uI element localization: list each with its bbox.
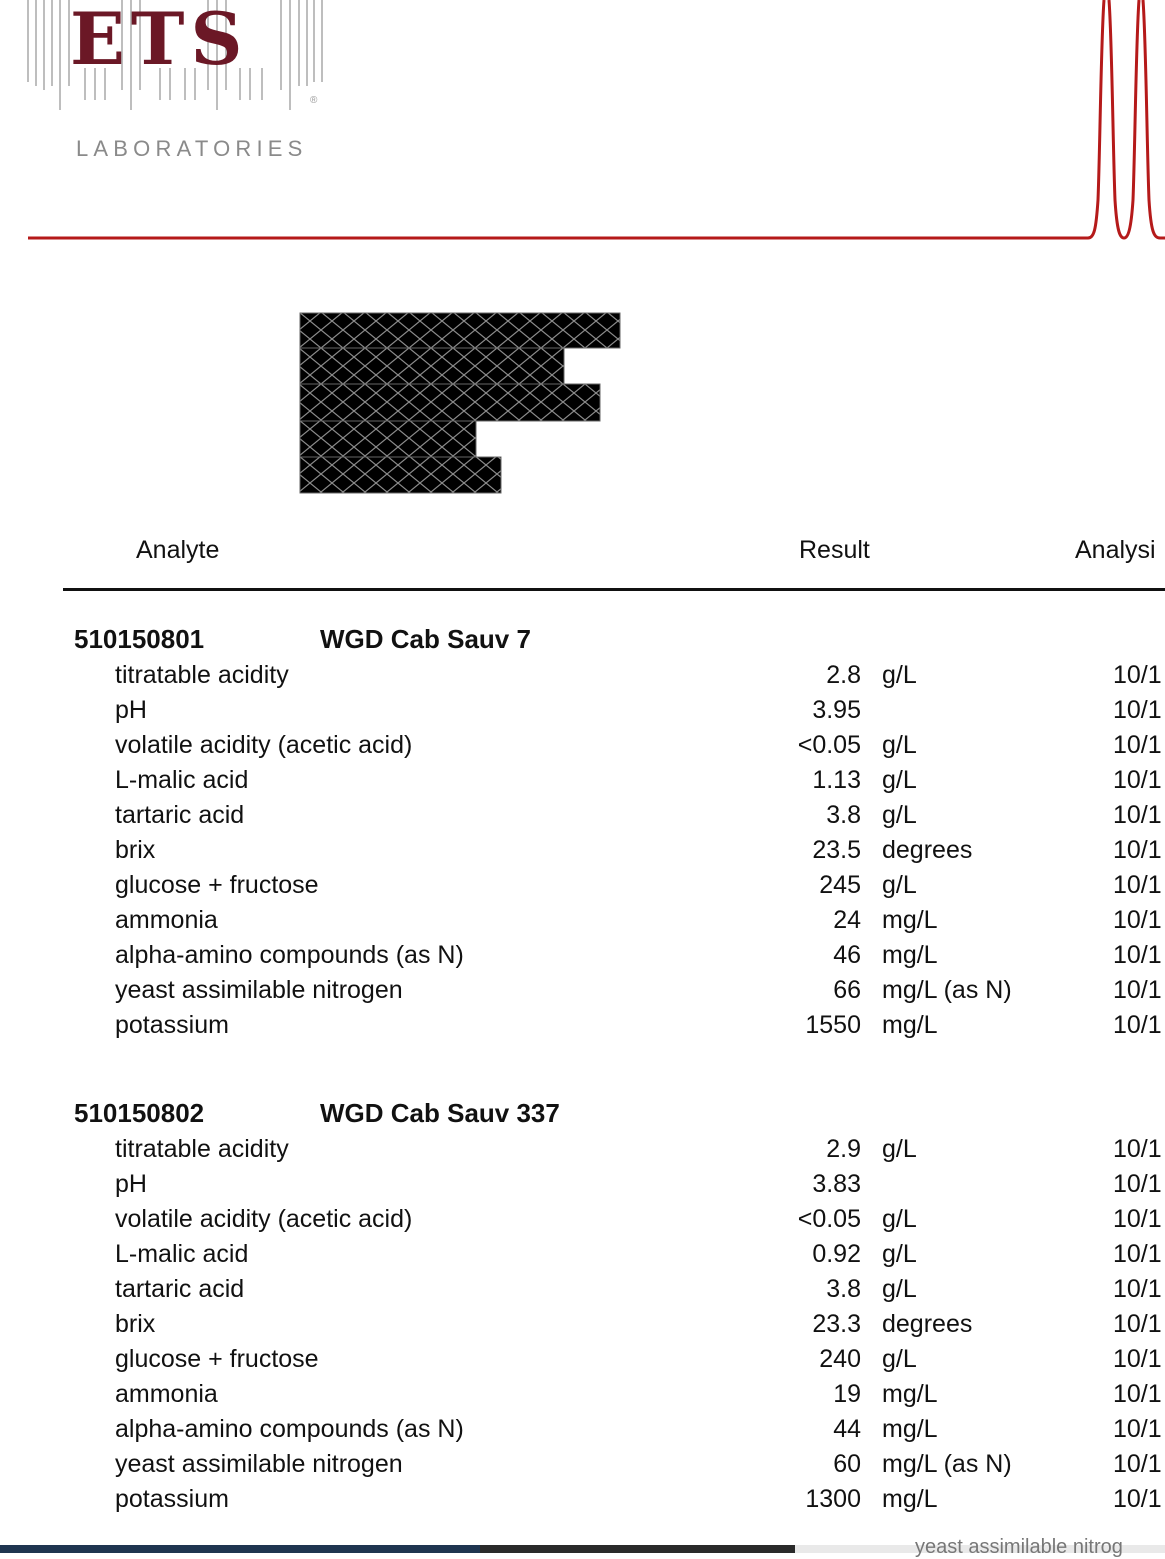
analyte-name: pH xyxy=(115,1170,147,1198)
analyte-name: yeast assimilable nitrogen xyxy=(115,976,403,1004)
analysis-date: 10/1 xyxy=(1113,731,1162,759)
table-row xyxy=(0,975,1165,1010)
result-unit: g/L xyxy=(882,661,917,689)
analyte-name: brix xyxy=(115,836,156,864)
result-unit: mg/L xyxy=(882,941,938,969)
analyte-name: alpha-amino compounds (as N) xyxy=(115,941,464,969)
analysis-date: 10/1 xyxy=(1113,1310,1162,1338)
analyte-name: volatile acidity (acetic acid) xyxy=(115,731,413,759)
result-value: 3.83 xyxy=(812,1170,861,1198)
result-unit: g/L xyxy=(882,731,917,759)
result-unit: g/L xyxy=(882,766,917,794)
table-row xyxy=(0,1204,1165,1239)
table-row xyxy=(0,1344,1165,1379)
result-rows xyxy=(0,660,1165,1045)
result-rows xyxy=(0,1134,1165,1519)
table-row xyxy=(0,835,1165,870)
result-value: 1.13 xyxy=(812,766,861,794)
result-value: 46 xyxy=(833,941,861,969)
analysis-date: 10/1 xyxy=(1113,1011,1162,1039)
header-divider xyxy=(63,588,1165,591)
logo-subtitle: LABORATORIES xyxy=(76,136,308,161)
result-unit: mg/L xyxy=(882,1485,938,1513)
analysis-date: 10/1 xyxy=(1113,766,1162,794)
column-header-analysis: Analysi xyxy=(1075,536,1156,564)
sample-name: WGD Cab Sauv 337 xyxy=(320,1098,560,1128)
result-unit: mg/L xyxy=(882,1380,938,1408)
result-unit: mg/L xyxy=(882,1011,938,1039)
table-row xyxy=(0,1309,1165,1344)
result-unit: g/L xyxy=(882,801,917,829)
ets-logo xyxy=(0,0,340,170)
result-unit: mg/L xyxy=(882,906,938,934)
analyte-name: ammonia xyxy=(115,906,218,934)
column-header-result: Result xyxy=(799,536,870,564)
table-row xyxy=(0,1379,1165,1414)
redacted-address-block xyxy=(299,312,624,497)
analysis-date: 10/1 xyxy=(1113,1170,1162,1198)
result-value: 3.8 xyxy=(826,1275,861,1303)
analysis-date: 10/1 xyxy=(1113,1275,1162,1303)
result-unit: g/L xyxy=(882,871,917,899)
strip-partial-text: yeast assimilable nitrog xyxy=(915,1536,1123,1558)
result-value: 60 xyxy=(833,1450,861,1478)
result-value: 19 xyxy=(833,1380,861,1408)
analysis-date: 10/1 xyxy=(1113,836,1162,864)
analysis-date: 10/1 xyxy=(1113,1345,1162,1373)
analyte-name: ammonia xyxy=(115,1380,218,1408)
table-row xyxy=(0,765,1165,800)
result-value: 240 xyxy=(819,1345,861,1373)
table-row xyxy=(0,730,1165,765)
result-unit: g/L xyxy=(882,1275,917,1303)
analysis-date: 10/1 xyxy=(1113,871,1162,899)
analyte-name: tartaric acid xyxy=(115,801,245,829)
table-row xyxy=(0,1239,1165,1274)
result-value: 1300 xyxy=(805,1485,861,1513)
result-unit: degrees xyxy=(882,836,973,864)
result-unit: mg/L (as N) xyxy=(882,1450,1012,1478)
analyte-name: glucose + fructose xyxy=(115,1345,319,1373)
registered-mark: ® xyxy=(310,95,318,106)
analysis-date: 10/1 xyxy=(1113,661,1162,689)
analysis-date: 10/1 xyxy=(1113,906,1162,934)
analysis-date: 10/1 xyxy=(1113,1205,1162,1233)
result-unit: mg/L xyxy=(882,1415,938,1443)
result-unit: g/L xyxy=(882,1135,917,1163)
table-row xyxy=(0,940,1165,975)
analysis-date: 10/1 xyxy=(1113,941,1162,969)
analysis-date: 10/1 xyxy=(1113,1135,1162,1163)
analyte-name: alpha-amino compounds (as N) xyxy=(115,1415,464,1443)
result-value: 1550 xyxy=(805,1011,861,1039)
analyte-name: volatile acidity (acetic acid) xyxy=(115,1205,413,1233)
table-row xyxy=(0,1134,1165,1169)
logo-letters: ETS xyxy=(70,0,249,81)
analyte-name: L-malic acid xyxy=(115,1240,249,1268)
analysis-date: 10/1 xyxy=(1113,1380,1162,1408)
sample-id: 510150801 xyxy=(74,624,205,654)
analysis-date: 10/1 xyxy=(1113,801,1162,829)
result-value: 245 xyxy=(819,871,861,899)
analyte-name: yeast assimilable nitrogen xyxy=(115,1450,403,1478)
table-row xyxy=(0,1010,1165,1045)
analysis-date: 10/1 xyxy=(1113,1415,1162,1443)
analysis-date: 10/1 xyxy=(1113,696,1162,724)
analyte-name: glucose + fructose xyxy=(115,871,319,899)
table-row xyxy=(0,1449,1165,1484)
table-row xyxy=(0,1414,1165,1449)
result-value: 0.92 xyxy=(812,1240,861,1268)
analyte-name: potassium xyxy=(115,1011,229,1039)
result-value: 23.5 xyxy=(812,836,861,864)
result-value: 23.3 xyxy=(812,1310,861,1338)
analyte-name: potassium xyxy=(115,1485,229,1513)
analyte-name: pH xyxy=(115,696,147,724)
result-value: 44 xyxy=(833,1415,861,1443)
result-value: 3.95 xyxy=(812,696,861,724)
analyte-name: titratable acidity xyxy=(115,661,289,689)
column-header-analyte: Analyte xyxy=(136,536,220,564)
analysis-date: 10/1 xyxy=(1113,1485,1162,1513)
result-value: <0.05 xyxy=(797,731,861,759)
result-value: 24 xyxy=(833,906,861,934)
result-unit: g/L xyxy=(882,1345,917,1373)
result-value: 66 xyxy=(833,976,861,1004)
result-value: 2.8 xyxy=(826,661,861,689)
analysis-date: 10/1 xyxy=(1113,976,1162,1004)
analyte-name: brix xyxy=(115,1310,156,1338)
result-unit: g/L xyxy=(882,1205,917,1233)
table-row xyxy=(0,870,1165,905)
result-unit: mg/L (as N) xyxy=(882,976,1012,1004)
sample-id: 510150802 xyxy=(74,1098,205,1128)
strip-segment-dark-blue xyxy=(0,1545,480,1553)
table-row xyxy=(0,1274,1165,1309)
table-row xyxy=(0,800,1165,835)
analyte-name: tartaric acid xyxy=(115,1275,245,1303)
result-unit: degrees xyxy=(882,1310,973,1338)
result-value: 3.8 xyxy=(826,801,861,829)
table-row xyxy=(0,695,1165,730)
bottom-edge-strip xyxy=(0,1536,1165,1558)
analysis-date: 10/1 xyxy=(1113,1450,1162,1478)
analyte-name: L-malic acid xyxy=(115,766,249,794)
result-unit: g/L xyxy=(882,1240,917,1268)
analyte-name: titratable acidity xyxy=(115,1135,289,1163)
result-value: <0.05 xyxy=(797,1205,861,1233)
sample-name: WGD Cab Sauv 7 xyxy=(320,624,531,654)
table-row xyxy=(0,905,1165,940)
table-row xyxy=(0,1169,1165,1204)
strip-segment-dark xyxy=(480,1545,795,1553)
table-row xyxy=(0,660,1165,695)
table-row xyxy=(0,1484,1165,1519)
analysis-date: 10/1 xyxy=(1113,1240,1162,1268)
result-value: 2.9 xyxy=(826,1135,861,1163)
